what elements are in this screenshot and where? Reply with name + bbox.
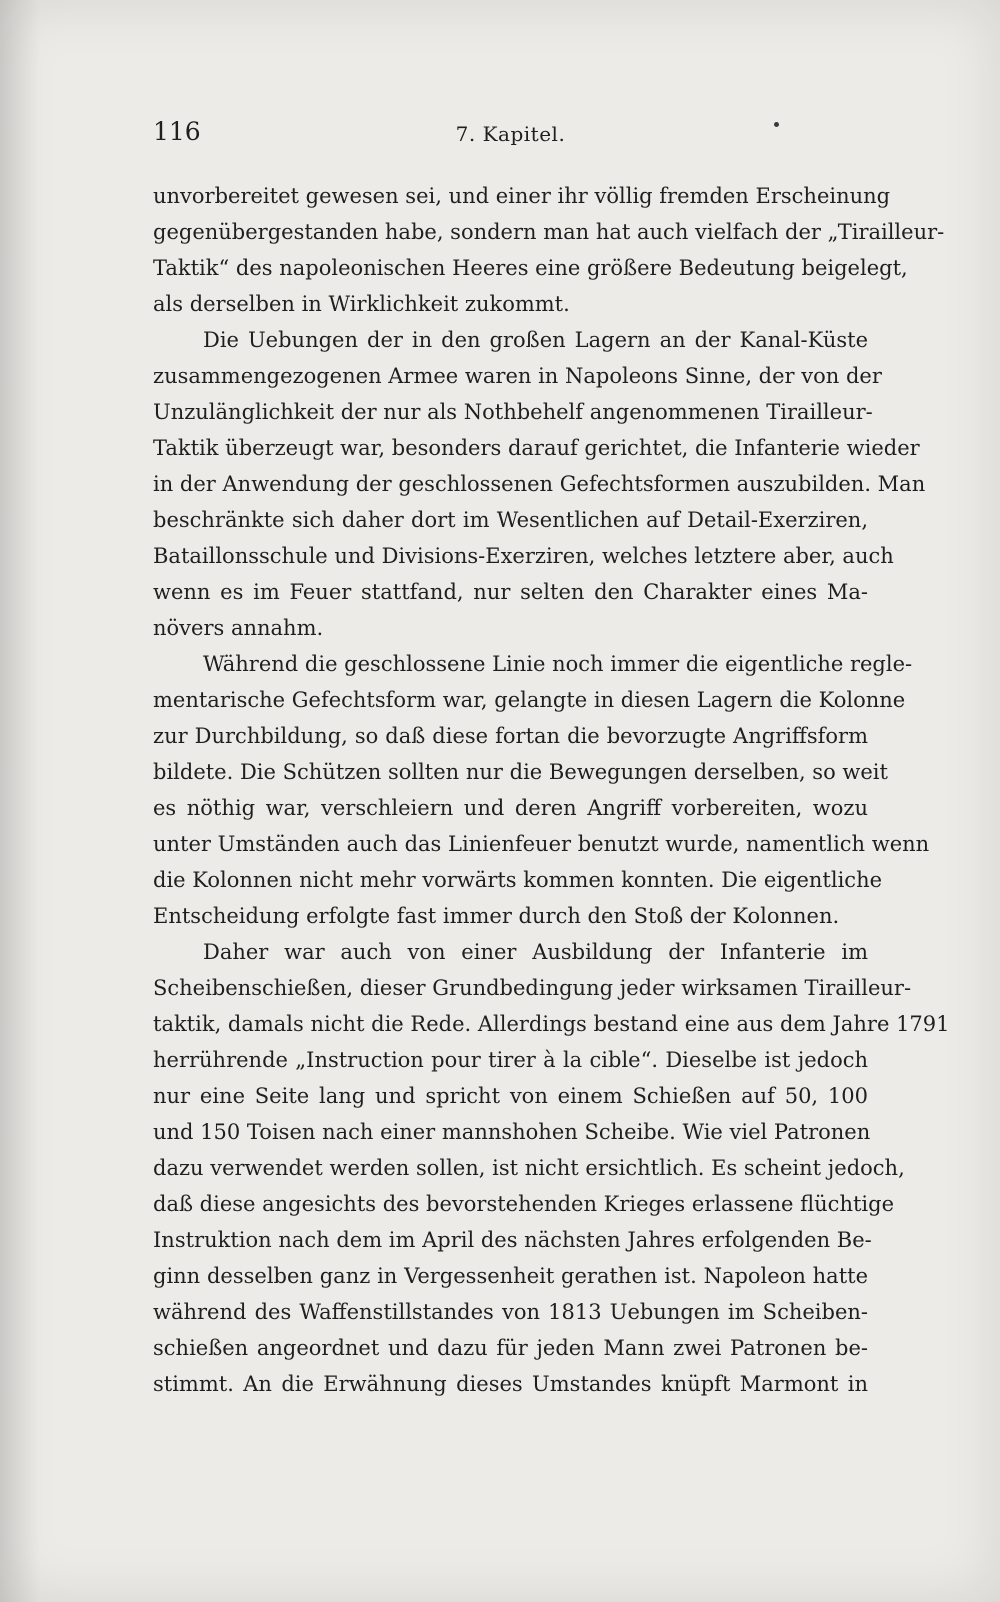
text-line: unvorbereitet gewesen sei, und einer ihr völlig fremden Erscheinung: [153, 184, 891, 208]
text-line: nur eine Seite lang und spricht von einem Schießen auf 50, 100: [153, 1084, 868, 1108]
text-line: unter Umständen auch das Linienfeuer benutzt wurde, namentlich wenn: [153, 832, 930, 856]
text-line: beschränkte sich daher dort im Wesentlichen auf Detail-Exerziren,: [153, 508, 868, 532]
text-line: Taktik“ des napoleonischen Heeres eine größere Bedeutung beigelegt,: [153, 256, 908, 280]
text-line: die Kolonnen nicht mehr vorwärts kommen konnten. Die eigentliche: [153, 868, 883, 892]
text-line: Während die geschlossene Linie noch immer die eigentliche regle-: [203, 652, 913, 676]
text-line: bildete. Die Schützen sollten nur die Bewegungen derselben, so weit: [153, 760, 888, 784]
text-line: stimmt. An die Erwähnung dieses Umstandes knüpft Marmont in: [153, 1372, 868, 1396]
text-line: növers annahm.: [153, 616, 324, 640]
text-line: Daher war auch von einer Ausbildung der Infanterie im: [203, 940, 868, 964]
text-line: während des Waffenstillstandes von 1813 Uebungen im Scheiben-: [153, 1300, 868, 1324]
text-line: mentarische Gefechtsform war, gelangte in diesen Lagern die Kolonne: [153, 688, 906, 712]
text-line: taktik, damals nicht die Rede. Allerdings bestand eine aus dem Jahre 1791: [153, 1012, 950, 1036]
text-line: Unzulänglichkeit der nur als Nothbehelf angenommenen Tirailleur-: [153, 400, 873, 424]
running-head-chapter: 7. Kapitel.: [455, 122, 566, 146]
text-line: es nöthig war, verschleiern und deren Angriff vorbereiten, wozu: [153, 796, 868, 820]
text-line: daß diese angesichts des bevorstehenden Krieges erlassene flüchtige: [153, 1192, 894, 1216]
text-line: und 150 Toisen nach einer mannshohen Scheibe. Wie viel Patronen: [153, 1120, 871, 1144]
text-line: Instruktion nach dem im April des nächsten Jahres erfolgenden Be-: [153, 1228, 872, 1252]
text-line: ginn desselben ganz in Vergessenheit gerathen ist. Napoleon hatte: [153, 1264, 868, 1288]
text-line: Entscheidung erfolgte fast immer durch den Stoß der Kolonnen.: [153, 904, 840, 928]
text-line: dazu verwendet werden sollen, ist nicht ersichtlich. Es scheint jedoch,: [153, 1156, 905, 1180]
page-number: 116: [153, 117, 201, 146]
text-line: Die Uebungen der in den großen Lagern an der Kanal-Küste: [203, 328, 868, 352]
text-line: zusammengezogenen Armee waren in Napoleons Sinne, der von der: [153, 364, 882, 388]
text-line: Taktik überzeugt war, besonders darauf gerichtet, die Infanterie wieder: [153, 436, 920, 460]
text-line: schießen angeordnet und dazu für jeden Mann zwei Patronen be-: [153, 1336, 868, 1360]
text-line: als derselben in Wirklichkeit zukommt.: [153, 292, 570, 316]
text-line: herrührende „Instruction pour tirer à la cible“. Dieselbe ist jedoch: [153, 1048, 868, 1072]
page-header: [153, 117, 868, 157]
text-line: in der Anwendung der geschlossenen Gefechtsformen auszubilden. Man: [153, 472, 926, 496]
text-line: wenn es im Feuer stattfand, nur selten den Charakter eines Ma-: [153, 580, 868, 604]
body-text: [153, 178, 950, 1402]
page-gutter-shadow: [0, 0, 40, 1602]
text-line: zur Durchbildung, so daß diese fortan die bevorzugte Angriffsform: [153, 724, 868, 748]
text-line: Bataillonsschule und Divisions-Exerziren, welches letztere aber, auch: [153, 544, 894, 568]
text-line: gegenübergestanden habe, sondern man hat auch vielfach der „Tirailleur-: [153, 220, 945, 244]
ink-speck: [774, 122, 779, 127]
text-line: Scheibenschießen, dieser Grundbedingung jeder wirksamen Tirailleur-: [153, 976, 912, 1000]
